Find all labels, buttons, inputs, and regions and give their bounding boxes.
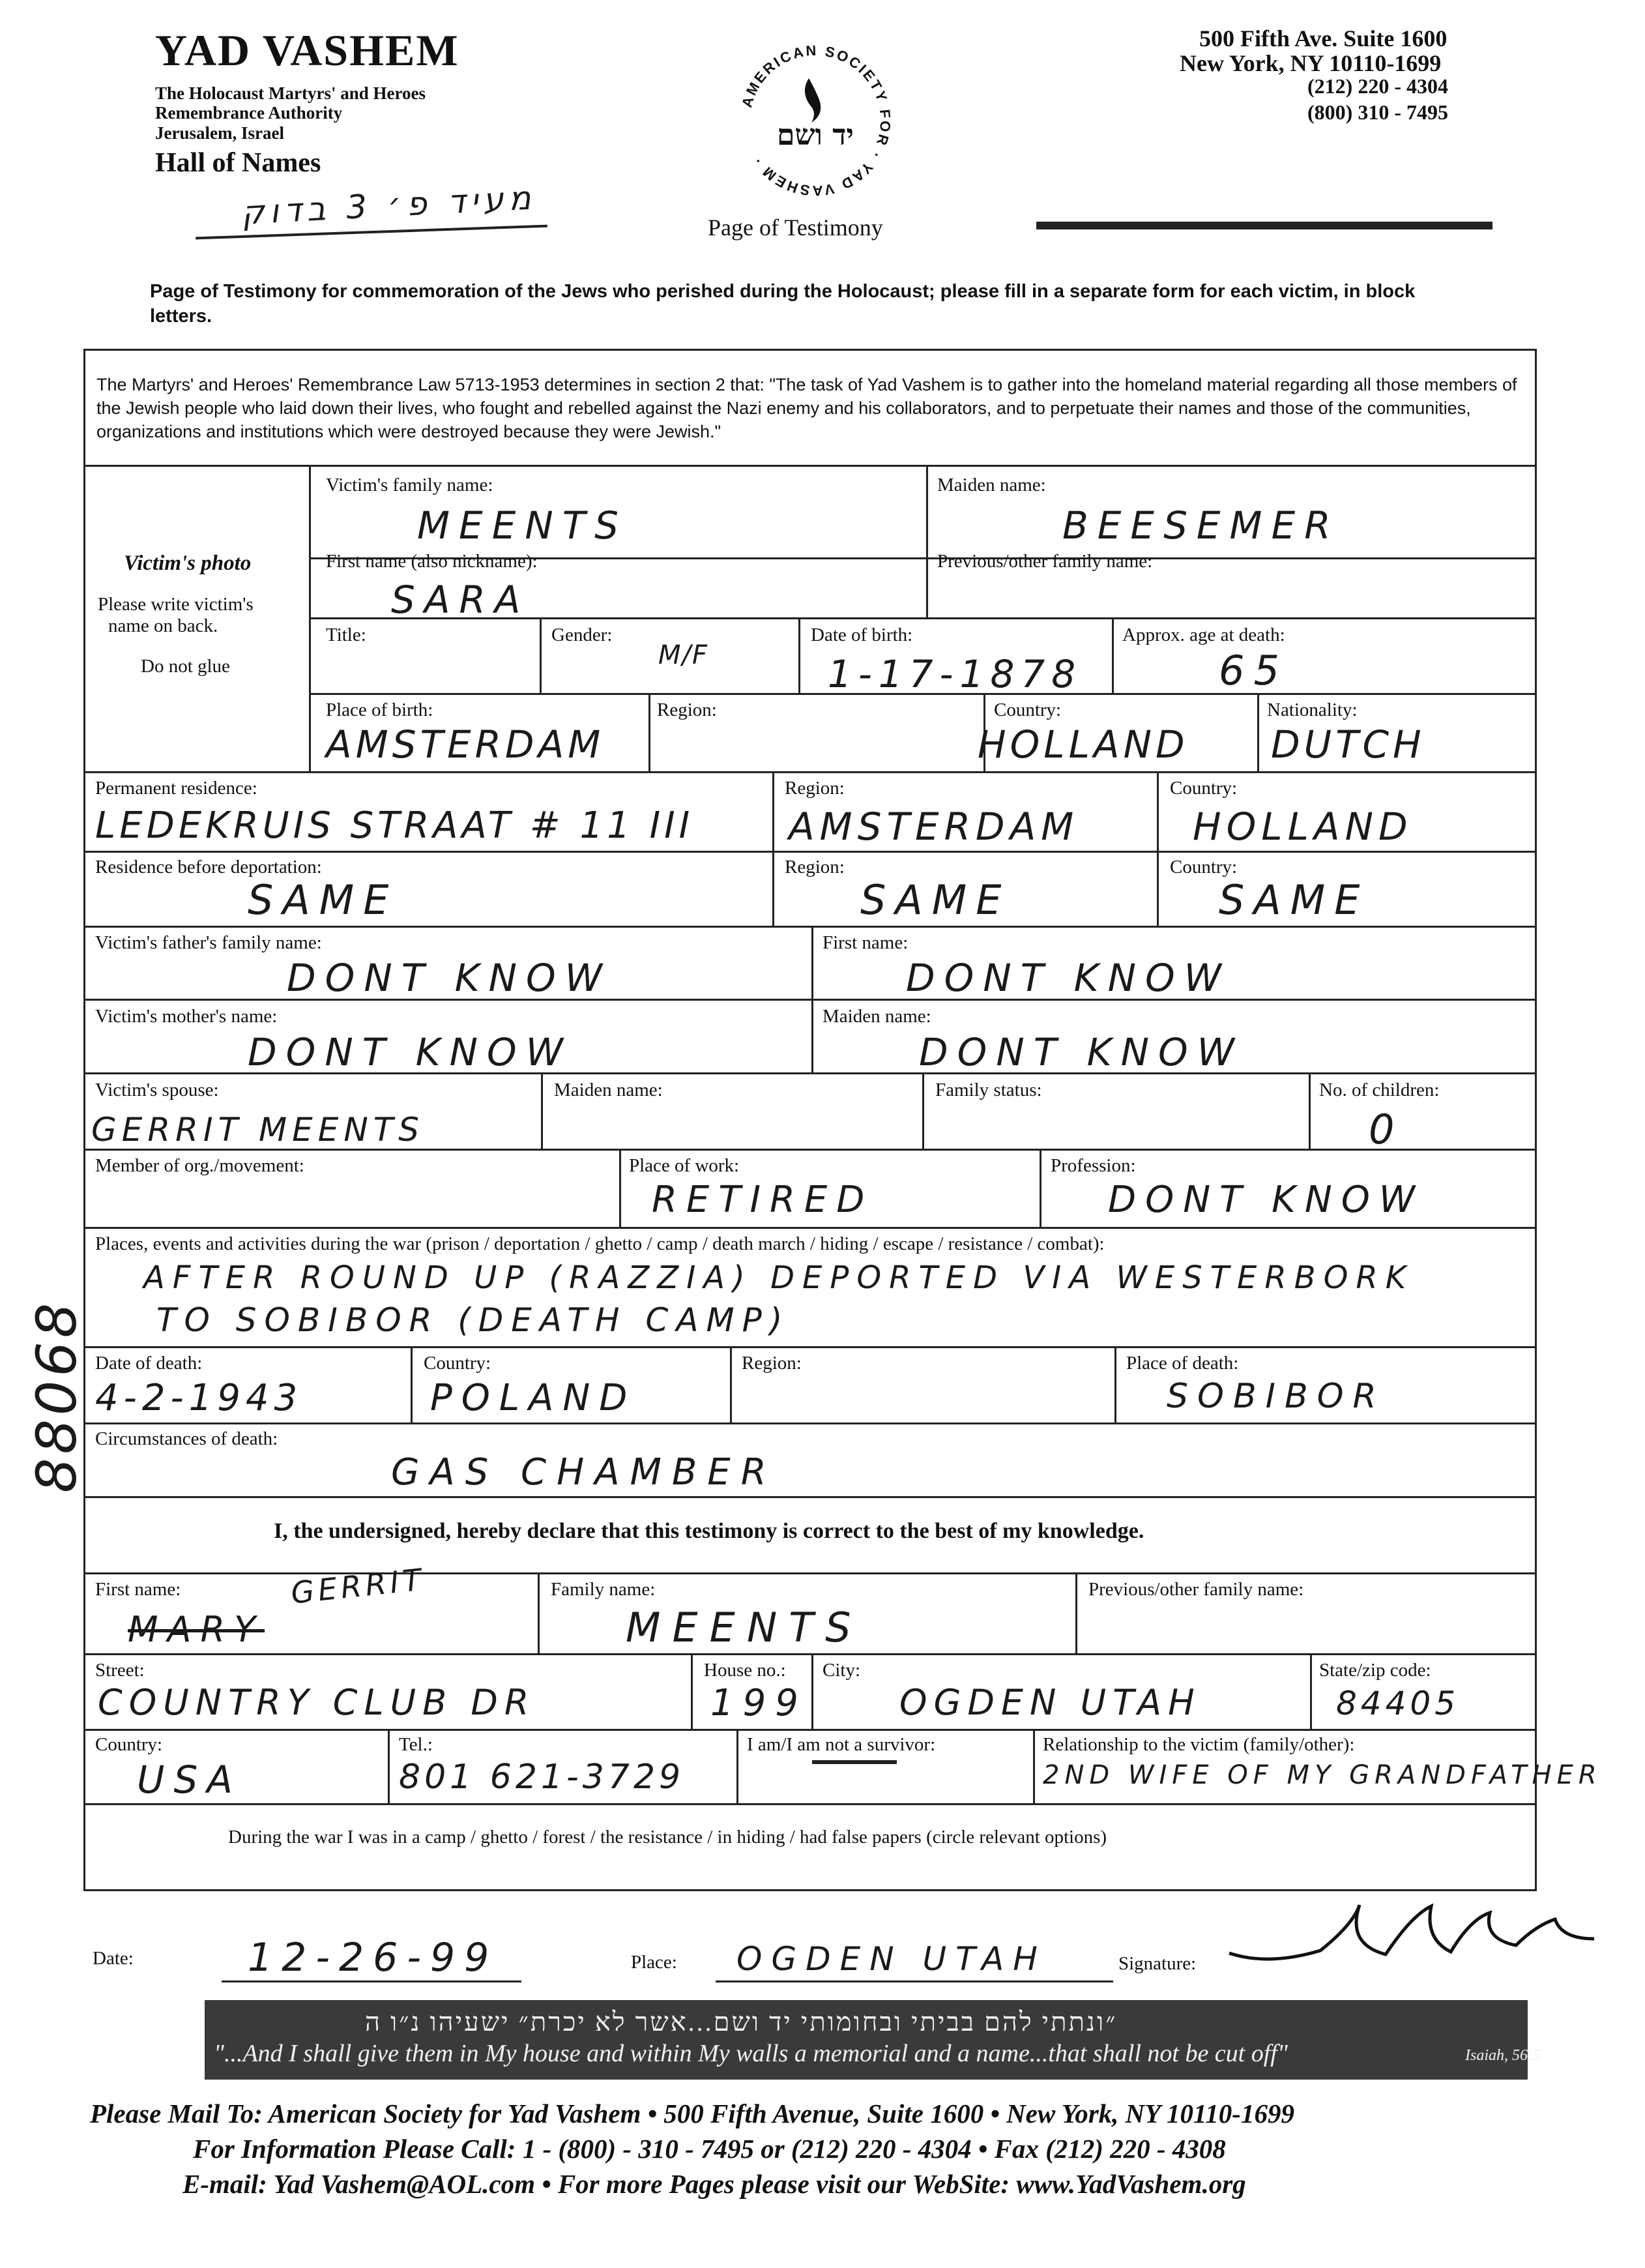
photo-instruction: Do not glue [141,656,230,677]
label-city: City: [822,1660,861,1681]
rule [1114,1346,1116,1422]
label-workplace: Place of work: [629,1155,740,1176]
label-state-zip: State/zip code: [1319,1660,1431,1681]
rule [388,1729,390,1803]
rule [83,465,1537,467]
value-res-region: SAME [860,876,1011,924]
label-house: House no.: [704,1660,786,1681]
value-children: 0 [1369,1106,1404,1153]
seal-hebrew: יד ושם [777,119,854,152]
page-title: Page of Testimony [708,214,883,241]
banner-reference: Isaiah, 56:5 [1465,2047,1541,2064]
address-line-1: 500 Fifth Ave. Suite 1600 [1199,25,1448,52]
rule [83,1653,1537,1655]
org-subtitle-2: Remembrance Authority [155,103,343,123]
value-date: 12-26-99 [248,1935,499,1981]
label-date: Date: [93,1948,134,1969]
rule [538,1572,540,1653]
intro-text: Page of Testimony for commemoration of the Jews who perished during the Holocaust; please fill in a separate form for each victim, in block letters. [150,281,1416,327]
rule [1157,771,1159,926]
label-submitter-family: Family name: [551,1579,656,1600]
value-pod: SOBIBOR [1167,1377,1386,1416]
svg-text:AMERICAN SOCIETY FOR · YAD VAS: AMERICAN SOCIETY FOR · YAD VASHEM · [738,42,894,199]
value-maiden-name: BEESEMER [1062,503,1340,548]
rule [691,1653,693,1729]
rule [83,1346,1537,1348]
label-mother-maiden: Maiden name: [822,1006,931,1027]
value-dob: 1-17-1878 [828,652,1083,696]
label-first-name: First name (also nickname): [326,551,538,572]
photo-instruction: name on back. [108,615,218,636]
margin-handwritten-number: 88068 [25,1299,89,1493]
signature-scribble [1203,1901,1645,1979]
label-residence-before: Residence before deportation: [95,857,322,877]
value-dod: 4-2-1943 [95,1377,303,1419]
rule [926,465,928,617]
value-perm-country: HOLLAND [1193,804,1413,849]
rule [309,465,311,771]
value-submitter-first: GERRIT [289,1561,427,1611]
value-workplace: RETIRED [652,1179,874,1221]
label-tel: Tel.: [399,1734,433,1755]
label-permanent-residence: Permanent residence: [95,778,257,799]
value-submitter-country: USA [137,1758,242,1802]
declaration: I, the undersigned, hereby declare that this testimony is correct to the best of my knowledge. [274,1519,1144,1543]
rule [540,617,542,693]
value-gender: M/F [658,640,708,670]
value-submitter-first-crossed: MARY [128,1609,265,1650]
org-title: YAD VASHEM [155,25,459,75]
value-age: 65 [1219,647,1288,694]
rule [1112,617,1114,693]
label-father-first: First name: [822,932,909,953]
value-pob: AMSTERDAM [326,722,605,767]
label-nationality: Nationality: [1267,700,1358,720]
value-circumstances: GAS CHAMBER [391,1451,777,1494]
rule [83,1803,1537,1805]
footer-phone: For Information Please Call: 1 - (800) - 310 - 7495 or (212) 220 - 4304 • Fax (212) 220 - 4308 [193,2134,1226,2164]
phone-line-2: (800) 310 - 7495 [1307,100,1448,124]
label-relationship: Relationship to the victim (family/other): [1043,1734,1355,1755]
value-submitter-family: MEENTS [626,1604,863,1651]
rule [1033,1729,1035,1803]
label-spouse-maiden: Maiden name: [554,1080,663,1100]
value-profession: DONT KNOW [1108,1179,1425,1221]
rule [83,851,1537,853]
label-previous-name: Previous/other family name: [937,551,1153,572]
law-text: The Martyrs' and Heroes' Remembrance Law 5713-1953 determines in section 2 that: "The task of Yad Vashem is to gather into the homeland material regarding all those members of the Jewish people who laid down their lives, who fought and rebelled against the Nazi enemy and his collaborators, and to perpetuate their names and those of the communities, organizations and institutions which were destroyed because they were Jewish." [96,375,1517,441]
rule [772,771,774,926]
label-maiden-name: Maiden name: [937,475,1046,495]
header-rule [1036,222,1492,229]
label-circumstances: Circumstances of death: [95,1428,278,1449]
value-street: COUNTRY CLUB DR [98,1682,536,1723]
rule [736,1729,738,1803]
value-places-line-2: TO SOBIBOR (DEATH CAMP) [156,1301,791,1339]
rule [1075,1572,1077,1653]
value-father-name: DONT KNOW [287,956,611,1000]
label-perm-region: Region: [785,778,845,799]
rule [811,926,813,1072]
label-res-region: Region: [785,857,845,877]
rule [411,1346,413,1422]
label-member: Member of org./movement: [95,1155,304,1176]
photo-title: Victim's photo [124,552,252,575]
value-father-first: DONT KNOW [906,956,1230,1000]
label-places-events: Places, events and activities during the war (prison / deportation / ghetto / camp / death march / hiding / escape / resistance / combat): [95,1233,1105,1254]
label-dob: Date of birth: [811,625,913,645]
value-first-name: SARA [391,578,530,622]
label-children: No. of children: [1319,1080,1440,1100]
war-status-line: During the war I was in a camp / ghetto / forest / the resistance / in hiding / had false papers (circle relevant options) [228,1827,1107,1848]
org-subtitle-1: The Holocaust Martyrs' and Heroes [155,83,426,103]
label-father-name: Victim's father's family name: [95,932,322,953]
rule [922,1072,924,1149]
label-family-status: Family status: [935,1080,1042,1100]
label-age: Approx. age at death: [1122,625,1285,645]
label-submitter-previous: Previous/other family name: [1088,1579,1304,1600]
value-mother-name: DONT KNOW [248,1030,572,1074]
label-res-country: Country: [1170,857,1238,877]
value-perm-region: AMSTERDAM [789,804,1079,849]
label-spouse: Victim's spouse: [95,1080,219,1100]
value-dod-country: POLAND [430,1377,637,1419]
rule [648,693,650,771]
rule [83,771,1537,773]
label-dod-country: Country: [424,1353,491,1374]
label-submitter-first: First name: [95,1579,181,1600]
value-spouse: GERRIT MEENTS [91,1111,425,1149]
label-pob: Place of birth: [326,700,433,720]
value-relationship: 2ND WIFE OF MY GRANDFATHER [1043,1760,1602,1790]
label-survivor: I am/I am not a survivor: [747,1734,936,1755]
value-city: OGDEN UTAH [899,1682,1201,1723]
label-dod: Date of death: [95,1353,203,1374]
value-pob-country: HOLLAND [978,722,1189,767]
label-pod: Place of death: [1126,1353,1239,1374]
banner-hebrew: ״ונתתי להם בביתי ובחומותי יד ושם...אשר לא יכרת״ ישעיהו נ״ו ה [365,2007,1118,2037]
label-mother-name: Victim's mother's name: [95,1006,278,1027]
label-place: Place: [631,1952,677,1973]
survivor-underline [812,1760,897,1764]
label-pob-country: Country: [994,700,1062,720]
value-res-country: SAME [1219,876,1369,924]
place-underline [716,1981,1113,1982]
label-street: Street: [95,1660,145,1681]
value-tel: 801 621-3729 [399,1758,685,1797]
value-mother-maiden: DONT KNOW [919,1030,1244,1074]
label-perm-country: Country: [1170,778,1238,799]
rule [541,1072,543,1149]
rule [83,1149,1537,1151]
value-state-zip: 84405 [1336,1685,1460,1722]
label-pob-region: Region: [657,700,717,720]
rule [730,1346,732,1422]
value-permanent-residence: LEDEKRUIS STRAAT # 11 III [95,804,694,847]
rule [83,1729,1537,1731]
value-nationality: DUTCH [1271,722,1425,767]
society-seal-logo [727,33,903,209]
value-family-name: MEENTS [417,503,628,548]
rule [1309,1072,1311,1149]
rule [83,1422,1537,1424]
label-dod-region: Region: [742,1353,802,1374]
label-profession: Profession: [1051,1155,1136,1176]
rule [1257,693,1259,771]
rule [1310,1653,1312,1729]
rule [798,617,800,693]
value-house: 199 [710,1682,808,1724]
org-subtitle-3: Jerusalem, Israel [155,123,284,143]
hebrew-handwritten-note: מעיד פ׳ 3 בדוק [240,179,537,232]
address-line-2: New York, NY 10110-1699 [1180,50,1442,76]
banner-english: "...And I shall give them in My house and within My walls a memorial and a name...that shall not be cut off" [214,2040,1288,2067]
rule [811,1653,813,1729]
phone-line-1: (212) 220 - 4304 [1307,74,1448,98]
value-residence-before: SAME [248,876,398,924]
value-places-line-1: AFTER ROUND UP (RAZZIA) DEPORTED VIA WESTERBORK [143,1259,1414,1296]
photo-instruction: Please write victim's [98,594,254,615]
rule [83,926,1537,928]
value-place: OGDEN UTAH [736,1940,1047,1978]
footer-mail: Please Mail To: American Society for Yad Vashem • 500 Fifth Avenue, Suite 1600 • New York, NY 10110-1699 [90,2099,1294,2128]
label-signature: Signature: [1118,1953,1197,1974]
footer-email: E-mail: Yad Vashem@AOL.com • For more Pages please visit our WebSite: www.YadVashem.org [182,2169,1246,2199]
rule [1040,1149,1041,1227]
label-family-name: Victim's family name: [326,475,493,495]
rule [83,1496,1537,1498]
date-underline [222,1981,521,1982]
hall-of-names: Hall of Names [155,148,321,178]
label-gender: Gender: [551,625,613,645]
rule [83,1227,1537,1229]
label-submitter-country: Country: [95,1734,163,1755]
label-title: Title: [326,625,366,645]
rule [619,1149,621,1227]
